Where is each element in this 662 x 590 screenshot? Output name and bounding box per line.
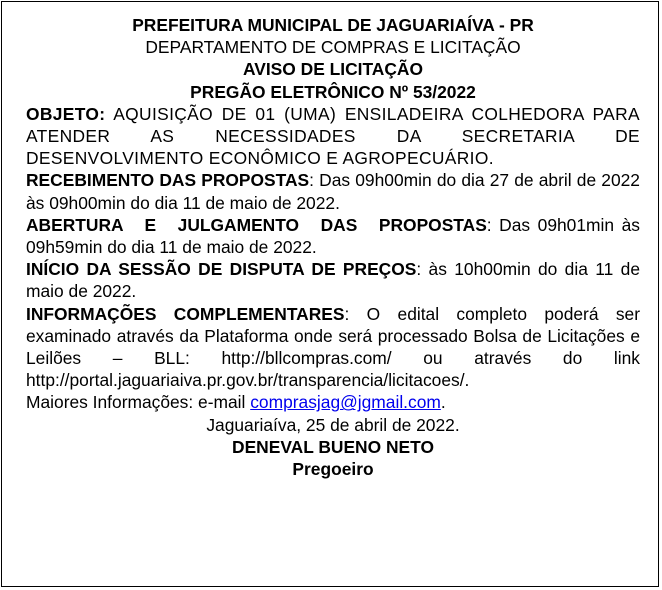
inicio-label: INÍCIO DA SESSÃO DE DISPUTA DE PREÇOS xyxy=(26,259,417,280)
signatory-role: Pregoeiro xyxy=(292,459,374,480)
objeto-paragraph xyxy=(26,103,640,170)
signatory-name: DENEVAL BUENO NETO xyxy=(232,436,434,457)
header-prefeitura: PREFEITURA MUNICIPAL DE JAGUARIAÍVA - PR xyxy=(132,15,534,35)
recebimento-paragraph xyxy=(26,169,640,213)
informacoes-label: INFORMAÇÕES COMPLEMENTARES xyxy=(26,303,345,324)
recebimento-label: RECEBIMENTO DAS PROPOSTAS xyxy=(26,170,310,191)
header-pregao: PREGÃO ELETRÔNICO Nº 53/2022 xyxy=(190,81,476,102)
contato-suffix: . xyxy=(440,392,446,413)
inicio-text: : às 10h00min do dia 11 de maio de 2022. xyxy=(26,259,640,302)
abertura-label: ABERTURA E JULGAMENTO DAS PROPOSTAS xyxy=(26,214,487,235)
abertura-paragraph xyxy=(26,214,640,258)
place-date: Jaguariaíva, 25 de abril de 2022. xyxy=(206,414,460,435)
recebimento-text: : Das 09h00min do dia 27 de abril de 2022 às 09h00min do dia 11 de maio de 2022. xyxy=(26,170,640,213)
header-departamento: DEPARTAMENTO DE COMPRAS E LICITAÇÃO xyxy=(145,37,521,58)
informacoes-text: : O edital completo poderá ser examinado através da Plataforma onde será processado Bolsa de Licitações e Leilões – BLL: http://bllcompras.com/ ou através do link http://portal.jaguariaiva.pr.gov.br/transparencia/licitacoes/. xyxy=(26,303,640,391)
notice-content xyxy=(26,14,640,480)
contato-paragraph xyxy=(26,391,640,413)
email-link[interactable]: comprasjag@jgmail.com xyxy=(250,392,441,413)
contato-prefix: Maiores Informações: e-mail xyxy=(26,392,251,413)
header-aviso: AVISO DE LICITAÇÃO xyxy=(242,59,424,80)
notice-frame xyxy=(1,1,659,587)
informacoes-paragraph xyxy=(26,303,640,392)
objeto-text: AQUISIÇÃO DE 01 (UMA) ENSILADEIRA COLHEDORA PARA ATENDER AS NECESSIDADES DA SECRETARIA DE DESENVOLVIMENTO ECONÔMICO E AGROPECUÁRIO. xyxy=(26,103,640,169)
abertura-text: : Das 09h01min às 09h59min do dia 11 de maio de 2022. xyxy=(26,214,640,258)
objeto-label: OBJETO: xyxy=(26,103,106,124)
inicio-paragraph xyxy=(26,258,640,302)
